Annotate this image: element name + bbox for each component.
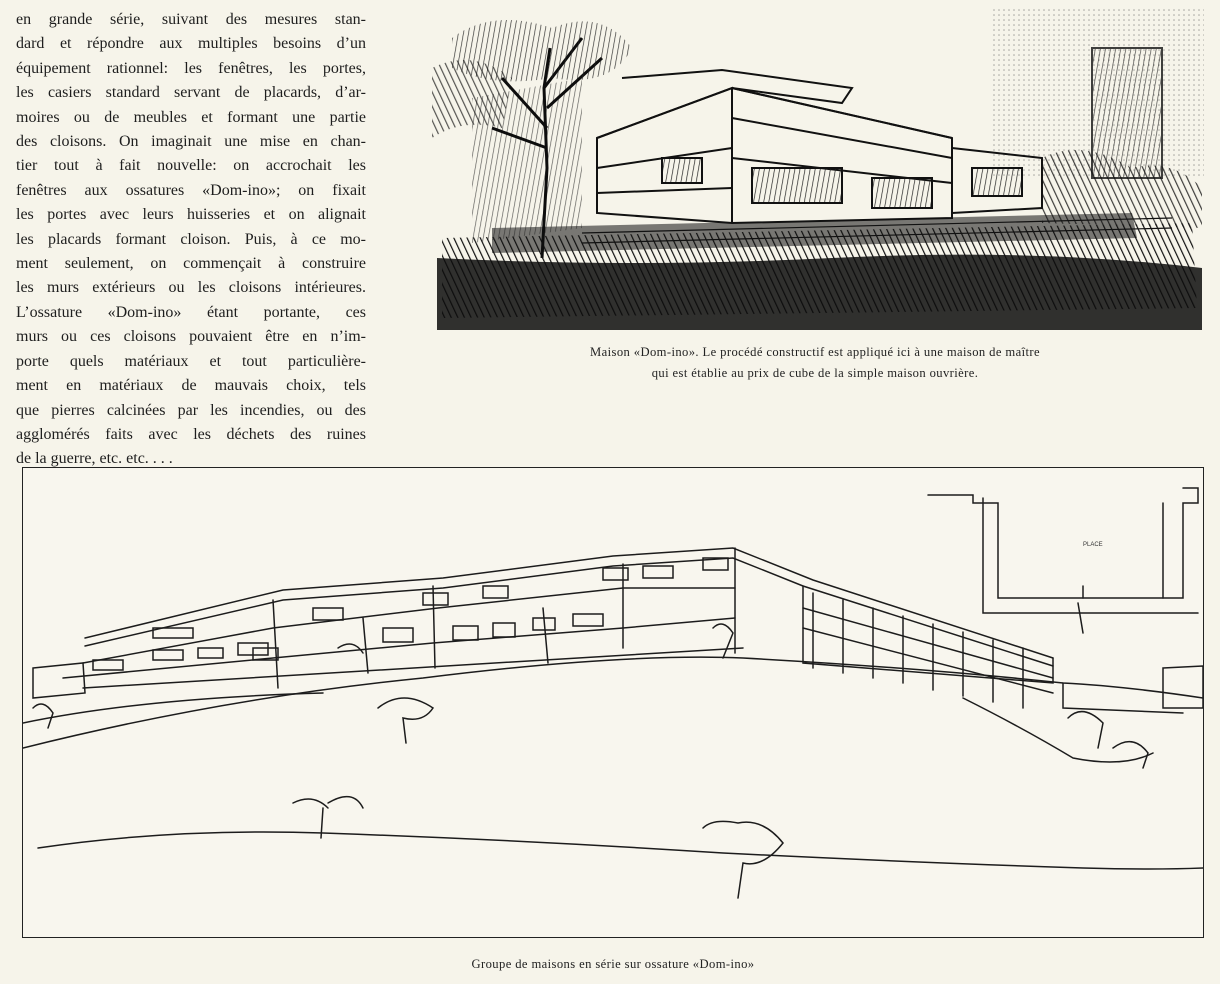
figure-bottom-caption: Groupe de maisons en série sur ossature «Dom-ino» [471, 957, 755, 971]
body-text-line: les placards formant cloison. Puis, à ce mo- [16, 230, 366, 248]
caption-line-1: Maison «Dom-ino». Le procédé constructif est appliqué ici à une maison de maître [590, 345, 1040, 359]
body-text-line: les casiers standard servant de placards, d’ar- [16, 84, 366, 102]
body-text-line: des cloisons. On imaginait une mise en chan- [16, 133, 366, 151]
figure-top-caption [470, 342, 1160, 384]
body-text [16, 8, 366, 472]
body-text-line: en grande série, suivant des mesures stan- [16, 11, 366, 28]
body-text-line: les murs extérieurs ou les cloisons intérieures. [16, 279, 366, 297]
body-text-line: que pierres calcinées par les incendies, ou des [16, 401, 366, 419]
body-text-line: L’ossature «Dom-ino» étant portante, ces [16, 303, 366, 321]
body-text-line: équipement rationnel: les fenêtres, les portes, [16, 59, 366, 77]
plan-label: PLACE [1083, 542, 1103, 548]
body-text-line: dard et répondre aux multiples besoins d’un [16, 35, 366, 53]
body-text-line: fenêtres aux ossatures «Dom-ino»; on fixait [16, 181, 366, 199]
body-text-line: ment seulement, on commençait à construire [16, 255, 366, 273]
body-text-line: porte quels matériaux et tout particulière- [16, 352, 366, 370]
caption-line-2: qui est établie au prix de cube de la simple maison ouvrière. [651, 366, 979, 380]
body-text-line: moires ou de meubles et formant une partie [16, 108, 366, 126]
body-text-line: murs ou ces cloisons pouvaient être en n’im- [16, 328, 366, 346]
line-drawing [23, 468, 1203, 937]
maison-domino-sketch [432, 8, 1204, 330]
body-text-line: les portes avec leurs huisseries et on alignait [16, 206, 366, 224]
body-text-line: agglomérés faits avec les déchets des ruines [16, 425, 366, 443]
body-text-line: tier tout à fait nouvelle: on accrochait les [16, 157, 366, 175]
body-text-line: de la guerre, etc. etc. . . . [16, 450, 173, 468]
body-text-line: ment en matériaux de mauvais choix, tels [16, 377, 366, 395]
groupe-maisons-drawing [22, 467, 1204, 938]
